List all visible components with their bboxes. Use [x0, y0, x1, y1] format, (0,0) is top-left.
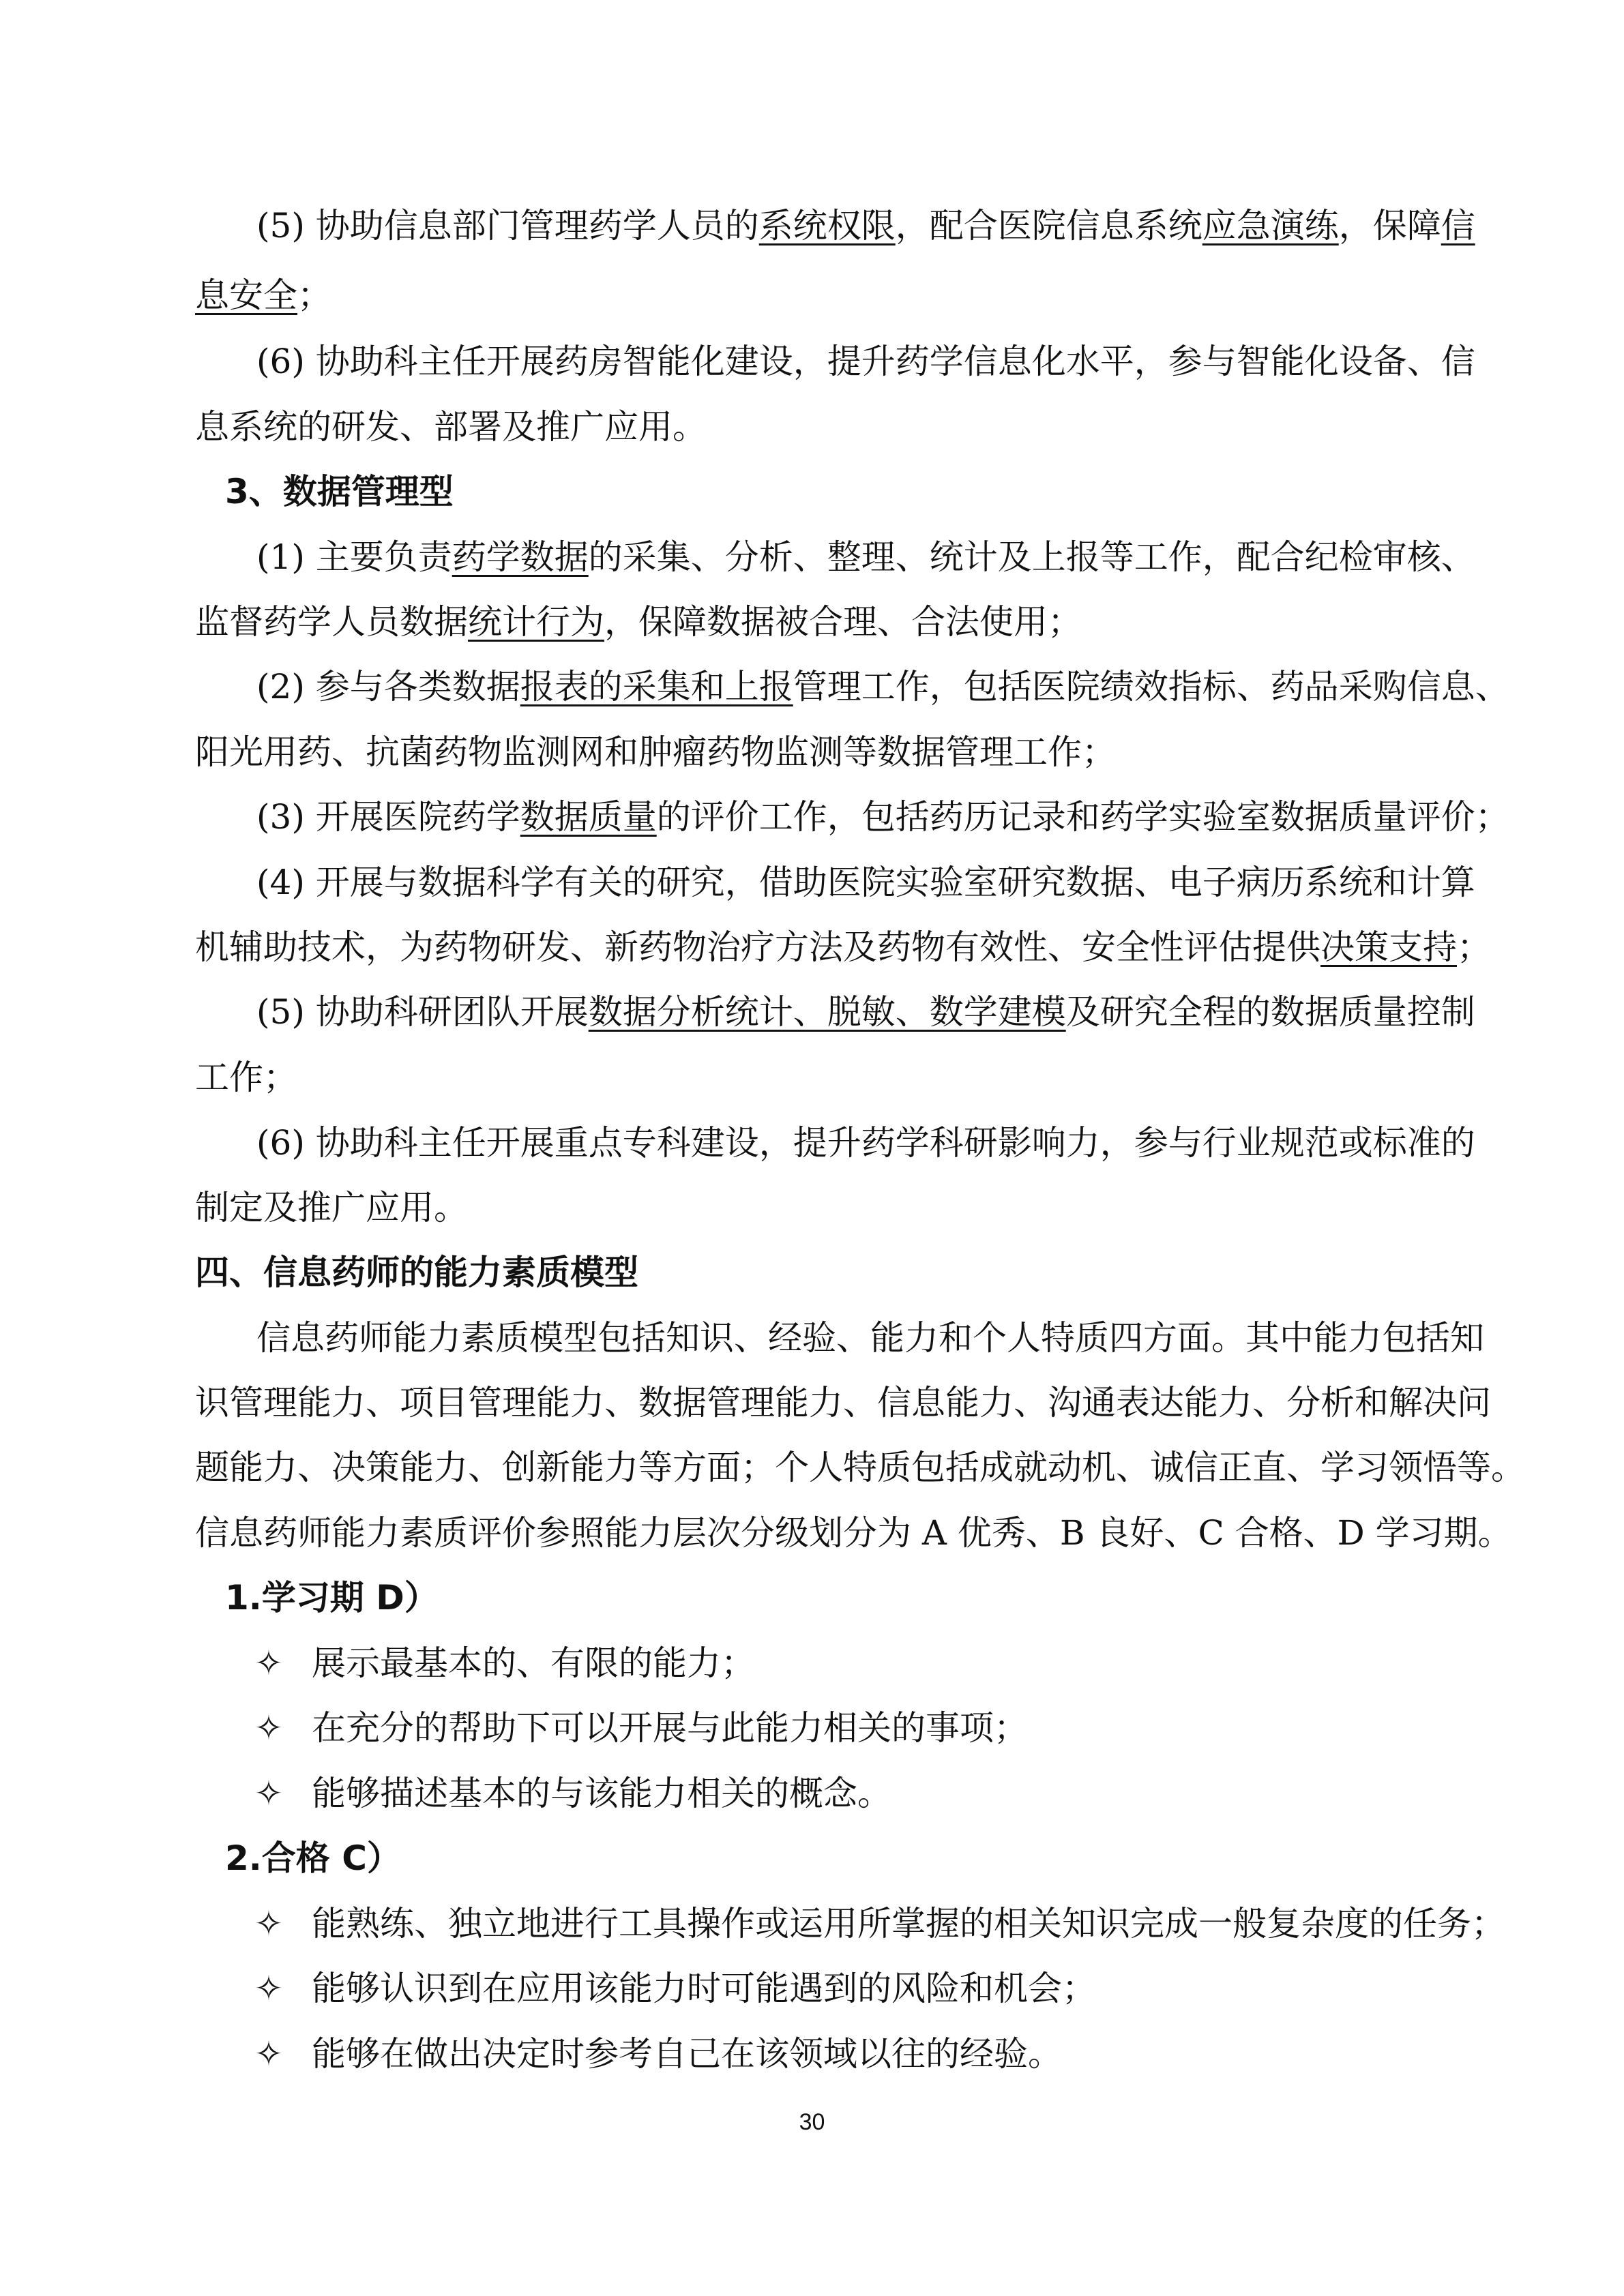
- underlined-term: 报表的采集和上报: [520, 667, 793, 706]
- underlined-term: 数据质量: [520, 797, 657, 837]
- line: (6) 协助科主任开展药房智能化建设，提升药学信息化水平，参与智能化设备、信: [256, 342, 1475, 381]
- underlined-term: 息安全: [195, 275, 297, 315]
- bullet-icon: ✧: [254, 2034, 283, 2074]
- line: 制定及推广应用。: [195, 1188, 468, 1227]
- line: 信息药师能力素质模型包括知识、经验、能力和个人特质四方面。其中能力包括知: [256, 1318, 1484, 1358]
- text: 能够描述基本的与该能力相关的概念。: [312, 1774, 891, 1813]
- line: [256, 666, 1509, 707]
- text: 能够认识到在应用该能力时可能遇到的风险和机会；: [312, 1969, 1096, 2008]
- text: 及研究全程的数据质量控制: [1065, 992, 1475, 1032]
- line: 信息药师能力素质评价参照能力层次分级划分为 A 优秀、B 良好、C 合格、D 学习期。: [195, 1513, 1512, 1553]
- paragraph-d3: [256, 796, 1509, 837]
- text: (5) 协助信息部门管理药学人员的: [256, 206, 759, 245]
- line: [256, 537, 1475, 578]
- line: 题能力、决策能力、创新能力等方面；个人特质包括成就动机、诚信正直、学习领悟等。: [195, 1448, 1525, 1487]
- underlined-term: 系统权限: [758, 206, 896, 245]
- bullet-icon: ✧: [254, 1643, 283, 1683]
- line: [256, 205, 1475, 246]
- text: ，配合医院信息系统: [895, 206, 1202, 245]
- line: [195, 601, 1082, 642]
- bullet-item: [254, 1708, 1028, 1748]
- line: 阳光用药、抗菌药物监测网和肿瘤药物监测等数据管理工作；: [195, 732, 1116, 772]
- underlined-term: 统计行为: [468, 602, 604, 642]
- text: 能熟练、独立地进行工具操作或运用所掌握的相关知识完成一般复杂度的任务；: [312, 1904, 1505, 1943]
- chapter-heading: 四、信息药师的能力素质模型: [195, 1253, 638, 1292]
- bullet-icon: ✧: [254, 1904, 283, 1943]
- text: ，保障: [1338, 206, 1441, 245]
- text: 展示最基本的、有限的能力；: [312, 1643, 755, 1683]
- line: [195, 275, 331, 316]
- text: (5) 协助科研团队开展: [256, 992, 589, 1032]
- text: 监督药学人员数据: [195, 602, 468, 642]
- section-heading: 3、数据管理型: [225, 472, 454, 511]
- text: (2) 参与各类数据: [256, 667, 520, 706]
- text: 机辅助技术，为药物研发、新药物治疗方法及药物有效性、安全性评估提供: [195, 927, 1320, 967]
- underlined-term: 决策支持: [1320, 927, 1457, 967]
- bullet-item: [254, 1643, 755, 1684]
- text: ；: [1457, 927, 1491, 967]
- line: 识管理能力、项目管理能力、数据管理能力、信息能力、沟通表达能力、分析和解决问: [195, 1383, 1491, 1422]
- line: [256, 992, 1475, 1032]
- underlined-term: 信: [1441, 206, 1475, 245]
- underlined-term: 药学数据: [452, 537, 589, 577]
- line: (4) 开展与数据科学有关的研究，借助医院实验室研究数据、电子病历系统和计算: [256, 863, 1475, 902]
- text: 在充分的帮助下可以开展与此能力相关的事项；: [312, 1708, 1028, 1748]
- line: (6) 协助科主任开展重点专科建设，提升药学科研影响力，参与行业规范或标准的: [256, 1123, 1475, 1163]
- text: 能够在做出决定时参考自己在该领域以往的经验。: [312, 2034, 1062, 2074]
- text: (1) 主要负责: [256, 537, 452, 577]
- level-heading: 2.合格 C）: [225, 1838, 401, 1878]
- page-number: 30: [799, 2109, 825, 2135]
- text: 的评价工作，包括药历记录和药学实验室数据质量评价；: [656, 797, 1509, 837]
- line: 息系统的研发、部署及推广应用。: [195, 407, 707, 447]
- bullet-item: [254, 1903, 1505, 1944]
- text: 管理工作，包括医院绩效指标、药品采购信息、: [793, 667, 1509, 706]
- line: 工作；: [195, 1058, 297, 1097]
- underlined-term: 应急演练: [1202, 206, 1339, 245]
- text: 的采集、分析、整理、统计及上报等工作，配合纪检审核、: [588, 537, 1475, 577]
- bullet-icon: ✧: [254, 1774, 283, 1813]
- text: ，保障数据被合理、合法使用；: [604, 602, 1082, 642]
- text: ；: [297, 275, 331, 315]
- bullet-item: [254, 1773, 891, 1814]
- bullet-item: [254, 2033, 1062, 2074]
- bullet-item: [254, 1968, 1096, 2009]
- level-heading: 1.学习期 D）: [225, 1578, 439, 1617]
- bullet-icon: ✧: [254, 1708, 283, 1748]
- text: (3) 开展医院药学: [256, 797, 520, 837]
- line: [195, 927, 1491, 968]
- underlined-term: 数据分析统计、脱敏、数学建模: [588, 992, 1066, 1032]
- bullet-icon: ✧: [254, 1969, 283, 2008]
